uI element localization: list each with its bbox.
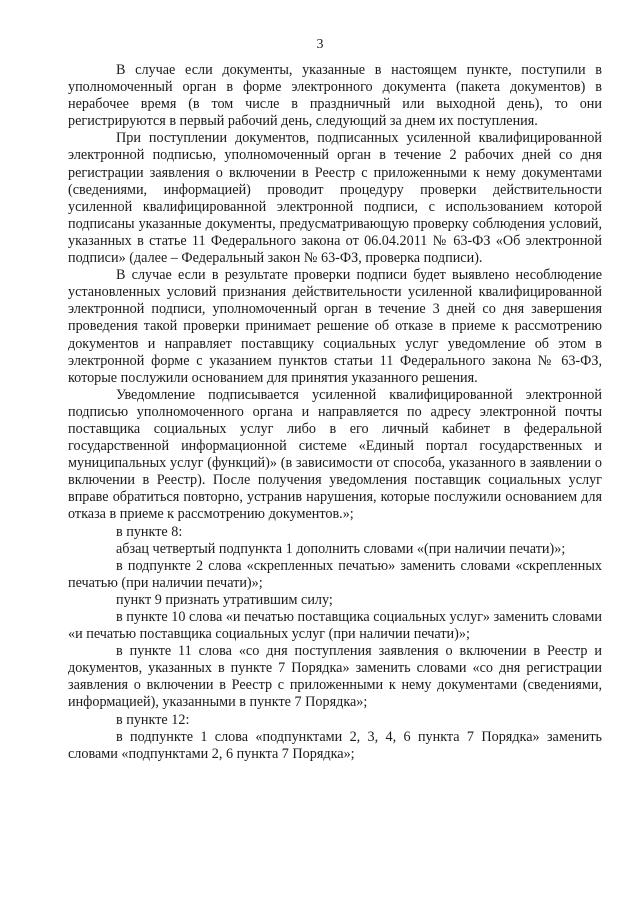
paragraph-notification: Уведомление подписывается усиленной квалифицированной электронной подписью уполномоченного органа и направляется по адресу электронной почты поставщика социальных услуг либо в его личный кабинет в федеральной государственной информационной системе «Единый портал государственных и муниципальных услуг (функций)» (в зависимости от способа, указанного в заявлении о включении в Реестр). После получения уведомления поставщик социальных услуг вправе обратиться повторно, устранив нарушения, которые послужили основанием для отказа в приеме к рассмотрению документов.»;: [68, 386, 602, 523]
amendment-item: в пункте 11 слова «со дня поступления заявления о включении в Реестр и документов, указанных в пункте 7 Порядка» заменить словами «со дня регистрации заявления о включении в Реестр с приложенными к нему документами (сведениями, информацией), указанными в пункте 7 Порядка»;: [68, 643, 602, 711]
amendment-item: пункт 9 признать утратившим силу;: [116, 591, 333, 608]
document-body: [68, 62, 602, 763]
amendment-item: в подпункте 2 слова «скрепленных печатью» заменить словами «скрепленных печатью (при наличии печати)»;: [68, 557, 602, 591]
amendment-item: в пункте 8:: [116, 523, 183, 540]
paragraph-signature-check: При поступлении документов, подписанных усиленной квалифицированной электронной подписью, уполномоченный орган в течение 2 рабочих дней со дня регистрации заявления о включении в Реестр с приложенными к нему документами (сведениями, информацией) проводит процедуру проверки действительности усиленной квалифицированной электронной подписи, с использованием которой подписаны указанные документы, предусматривающую проверку соблюдения условий, указанных в статье 11 Федерального закона от 06.04.2011 № 63-ФЗ «Об электронной подписи» (далее – Федеральный закон № 63-ФЗ, проверка подписи).: [68, 130, 602, 267]
amendment-item: абзац четвертый подпункта 1 дополнить словами «(при наличии печати)»;: [116, 540, 566, 557]
amendment-item: в пункте 10 слова «и печатью поставщика социальных услуг» заменить словами «и печатью поставщика социальных услуг (при наличии печати)»;: [68, 609, 602, 643]
amendment-item: в пункте 12:: [116, 711, 190, 728]
paragraph-check-failure: В случае если в результате проверки подписи будет выявлено несоблюдение установленных условий признания действительности усиленной квалифицированной электронной подписи, уполномоченный орган в течение 3 дней со дня завершения проведения такой проверки принимает решение об отказе в приеме к рассмотрению документов и направляет поставщику социальных услуг уведомление об этом в электронной форме с указанием пунктов статьи 11 Федерального закона № 63-ФЗ, которые послужили основанием для принятия указанного решения.: [68, 267, 602, 386]
page-number: 3: [316, 37, 324, 52]
paragraph-non-working-time: В случае если документы, указанные в настоящем пункте, поступили в уполномоченный орган в форме электронного документа (пакета документов) в нерабочее время (в том числе в праздничный или выходной день), то они регистрируются в первый рабочий день, следующий за днем их поступления.: [68, 62, 602, 130]
amendment-item: в подпункте 1 слова «подпунктами 2, 3, 4, 6 пункта 7 Порядка» заменить словами «подпунктами 2, 6 пункта 7 Порядка»;: [68, 728, 602, 762]
